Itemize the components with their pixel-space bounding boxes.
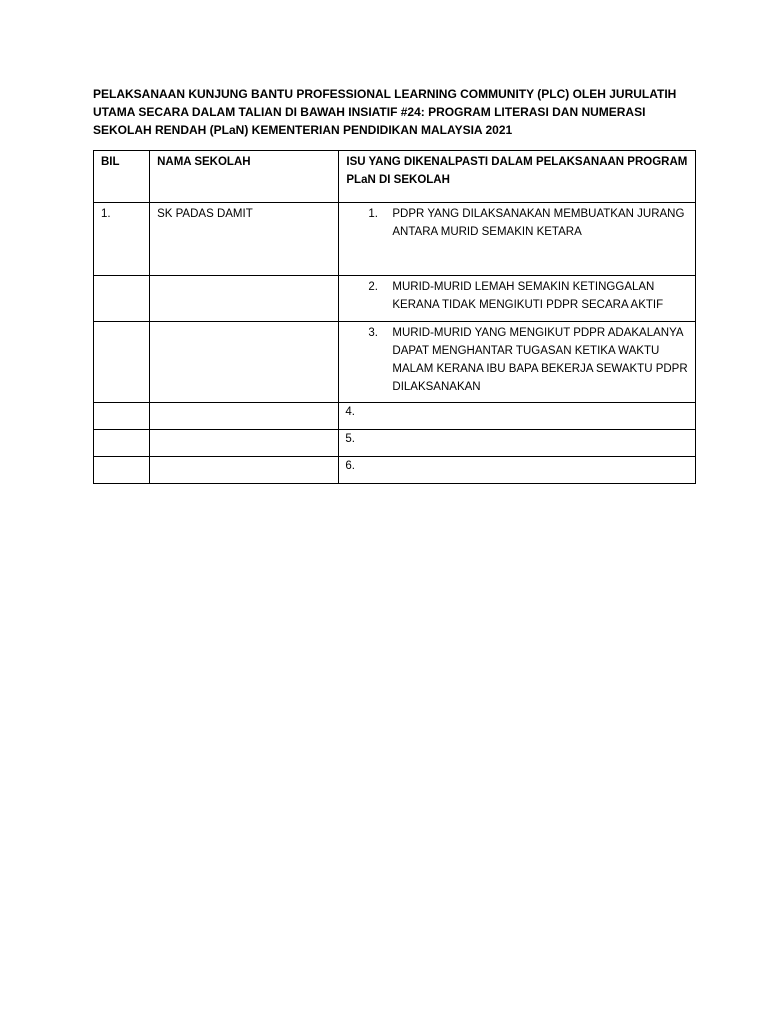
cell-bil (94, 403, 150, 430)
issue-number: 4. (345, 406, 355, 418)
cell-bil: 1. (94, 203, 150, 276)
header-isu: ISU YANG DIKENALPASTI DALAM PELAKSANAAN PROGRAM PLaN DI SEKOLAH (339, 151, 696, 203)
issue-number: 6. (345, 460, 355, 472)
issue-item (339, 276, 695, 314)
table-row (94, 322, 696, 403)
table-header-row (94, 151, 696, 203)
cell-nama-sekolah (150, 457, 339, 484)
issue-text: MURID-MURID LEMAH SEMAKIN KETINGGALAN KERANA TIDAK MENGIKUTI PDPR SECARA AKTIF (392, 281, 664, 311)
issue-item (339, 322, 695, 396)
table-row (94, 203, 696, 276)
table-row (94, 457, 696, 484)
issue-number: 2. (368, 281, 378, 293)
issue-item (339, 203, 695, 241)
table-row (94, 403, 696, 430)
document-title: PELAKSANAAN KUNJUNG BANTU PROFESSIONAL LEARNING COMMUNITY (PLC) OLEH JURULATIH UTAMA SECARA DALAM TALIAN DI BAWAH INSIATIF #24: PROGRAM LITERASI DAN NUMERASI SEKOLAH RENDAH (PLaN) KEMENTERIAN PENDIDIKAN MALAYSIA 2021 (93, 87, 677, 137)
header-nama-sekolah: NAMA SEKOLAH (150, 151, 339, 203)
table-row (94, 276, 696, 322)
cell-bil (94, 430, 150, 457)
cell-isu (339, 203, 696, 276)
cell-nama-sekolah (150, 403, 339, 430)
cell-bil (94, 276, 150, 322)
issues-table (93, 150, 696, 484)
cell-nama-sekolah: SK PADAS DAMIT (150, 203, 339, 276)
cell-nama-sekolah (150, 430, 339, 457)
table-row (94, 430, 696, 457)
cell-bil (94, 457, 150, 484)
cell-nama-sekolah (150, 276, 339, 322)
issue-number: 5. (345, 433, 355, 445)
cell-isu (339, 457, 696, 484)
cell-isu (339, 322, 696, 403)
cell-isu (339, 403, 696, 430)
issue-number: 1. (368, 208, 378, 220)
cell-isu (339, 276, 696, 322)
cell-nama-sekolah (150, 322, 339, 403)
header-bil: BIL (94, 151, 150, 203)
cell-isu (339, 430, 696, 457)
issue-text: MURID-MURID YANG MENGIKUT PDPR ADAKALANYA DAPAT MENGHANTAR TUGASAN KETIKA WAKTU MALAM KERANA IBU BAPA BEKERJA SEWAKTU PDPR DILAKSANAKAN (392, 327, 688, 393)
issue-number: 3. (368, 327, 378, 339)
issue-text: PDPR YANG DILAKSANAKAN MEMBUATKAN JURANG ANTARA MURID SEMAKIN KETARA (392, 208, 685, 238)
cell-bil (94, 322, 150, 403)
